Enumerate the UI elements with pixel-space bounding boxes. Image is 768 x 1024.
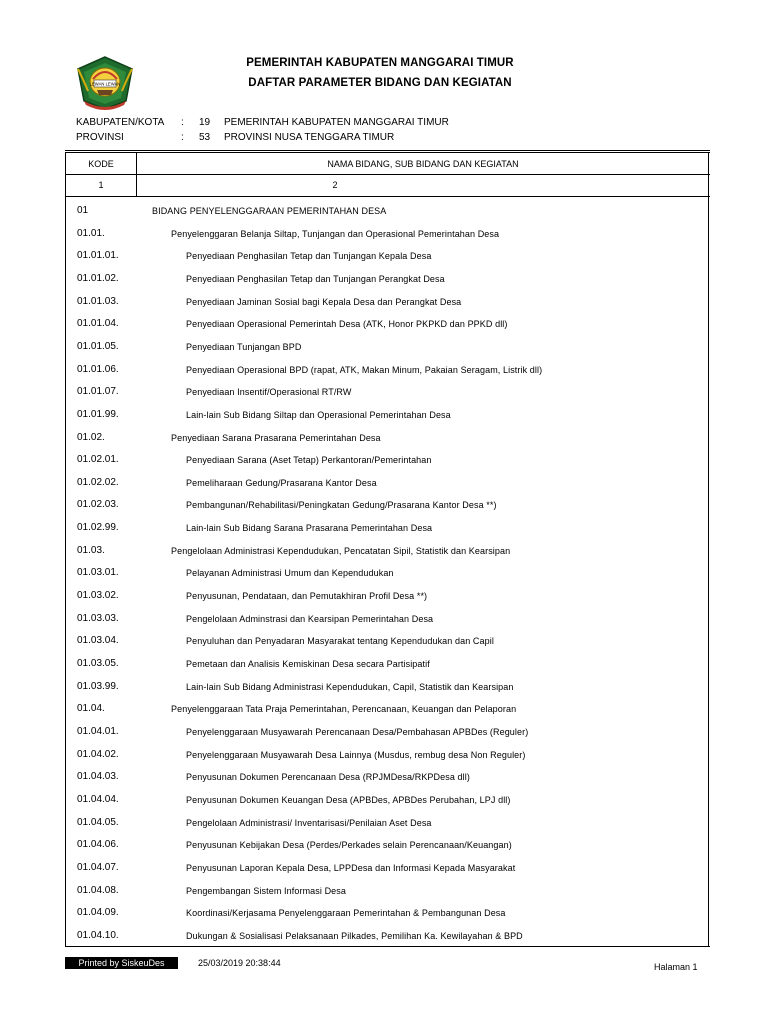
row-code: 01.01.04.: [77, 318, 119, 329]
provinsi-colon: :: [181, 132, 184, 143]
row-name: Penyuluhan dan Penyadaran Masyarakat tentang Kependudukan dan Capil: [186, 636, 494, 646]
row-code: 01.04.08.: [77, 885, 119, 896]
row-name: Penyediaan Insentif/Operasional RT/RW: [186, 387, 352, 397]
row-code: 01.03.: [77, 545, 105, 556]
row-name: Penyediaan Operasional BPD (rapat, ATK, Makan Minum, Pakaian Seragam, Listrik dll): [186, 365, 543, 375]
row-name: Penyelenggaraan Musyawarah Perencanaan Desa/Pembahasan APBDes (Reguler): [186, 727, 529, 737]
row-code: 01.03.04.: [77, 635, 119, 646]
row-code: 01.04.03.: [77, 771, 119, 782]
column-number-2: 2: [332, 180, 338, 190]
document-title-line2: DAFTAR PARAMETER BIDANG DAN KEGIATAN: [248, 77, 512, 89]
row-code: 01.03.02.: [77, 590, 119, 601]
kabupaten-label: KABUPATEN/KOTA: [76, 117, 165, 128]
row-name: Penyelenggaraan Musyawarah Desa Lainnya (Musdus, rembug desa Non Reguler): [186, 750, 526, 760]
row-code: 01.02.02.: [77, 477, 119, 488]
row-code: 01.03.01.: [77, 567, 119, 578]
row-code: 01.03.03.: [77, 613, 119, 624]
provinsi-code: 53: [199, 132, 211, 143]
row-code: 01.04.07.: [77, 862, 119, 873]
row-code: 01.04.10.: [77, 930, 119, 941]
row-code: 01.02.03.: [77, 499, 119, 510]
row-name: Penyediaan Operasional Pemerintah Desa (ATK, Honor PKPKD dan PPKD dll): [186, 319, 508, 329]
table-header-divider: [65, 174, 710, 175]
row-code: 01.02.99.: [77, 522, 119, 533]
row-name: Penyelenggaran Belanja Siltap, Tunjangan dan Operasional Pemerintahan Desa: [171, 229, 500, 239]
column-header-nama: NAMA BIDANG, SUB BIDANG DAN KEGIATAN: [327, 159, 519, 169]
row-name: Penyediaan Sarana (Aset Tetap) Perkantoran/Pemerintahan: [186, 455, 432, 465]
row-name: Penyusunan, Pendataan, dan Pemutakhiran Profil Desa **): [186, 591, 428, 601]
row-code: 01.01.99.: [77, 409, 119, 420]
row-name: Pemeliharaan Gedung/Prasarana Kantor Desa: [186, 478, 377, 488]
svg-text:LEWAN LEWAN: LEWAN LEWAN: [89, 81, 121, 87]
row-name: Penyediaan Jaminan Sosial bagi Kepala Desa dan Perangkat Desa: [186, 297, 462, 307]
kabupaten-value: PEMERINTAH KABUPATEN MANGGARAI TIMUR: [224, 117, 449, 128]
row-name: Penyediaan Sarana Prasarana Pemerintahan Desa: [171, 433, 381, 443]
row-name: Penyusunan Dokumen Keuangan Desa (APBDes, APBDes Perubahan, LPJ dll): [186, 795, 511, 805]
row-name: Penyediaan Penghasilan Tetap dan Tunjangan Perangkat Desa: [186, 274, 445, 284]
row-name: Lain-lain Sub Bidang Siltap dan Operasional Pemerintahan Desa: [186, 410, 451, 420]
document-title-line1: PEMERINTAH KABUPATEN MANGGARAI TIMUR: [246, 57, 514, 69]
row-code: 01.04.05.: [77, 817, 119, 828]
row-code: 01.04.02.: [77, 749, 119, 760]
row-code: 01.04.06.: [77, 839, 119, 850]
row-code: 01: [77, 205, 89, 216]
row-code: 01.01.07.: [77, 386, 119, 397]
row-code: 01.01.02.: [77, 273, 119, 284]
row-code: 01.01.: [77, 228, 105, 239]
row-name: Penyusunan Kebijakan Desa (Perdes/Perkades selain Perencanaan/Keuangan): [186, 840, 512, 850]
row-name: Penyediaan Penghasilan Tetap dan Tunjangan Kepala Desa: [186, 251, 432, 261]
row-code: 01.03.05.: [77, 658, 119, 669]
row-code: 01.04.01.: [77, 726, 119, 737]
row-name: Pengembangan Sistem Informasi Desa: [186, 886, 346, 896]
row-code: 01.04.: [77, 703, 105, 714]
provinsi-value: PROVINSI NUSA TENGGARA TIMUR: [224, 132, 395, 143]
row-name: Pembangunan/Rehabilitasi/Peningkatan Gedung/Prasarana Kantor Desa **): [186, 500, 497, 510]
row-code: 01.01.05.: [77, 341, 119, 352]
printed-by-badge: Printed by SiskeuDes: [65, 957, 178, 969]
table-top-border: [65, 150, 710, 151]
row-name: Penyusunan Laporan Kepala Desa, LPPDesa dan Informasi Kepada Masyarakat: [186, 863, 516, 873]
row-code: 01.01.01.: [77, 250, 119, 261]
table-top-border-inner: [65, 152, 710, 153]
row-name: Pengelolaan Administrasi/ Inventarisasi/Penilaian Aset Desa: [186, 818, 432, 828]
provinsi-label: PROVINSI: [76, 132, 124, 143]
column-header-kode: KODE: [88, 159, 114, 169]
row-name: Lain-lain Sub Bidang Sarana Prasarana Pemerintahan Desa: [186, 523, 433, 533]
row-name: Dukungan & Sosialisasi Pelaksanaan Pilkades, Pemilihan Ka. Kewilayahan & BPD: [186, 931, 523, 941]
row-name: BIDANG PENYELENGGARAAN PEMERINTAHAN DESA: [152, 206, 387, 216]
row-name: Penyusunan Dokumen Perencanaan Desa (RPJMDesa/RKPDesa dll): [186, 772, 470, 782]
column-number-1: 1: [98, 180, 104, 190]
row-name: Pemetaan dan Analisis Kemiskinan Desa secara Partisipatif: [186, 659, 430, 669]
row-code: 01.03.99.: [77, 681, 119, 692]
row-name: Penyelenggaraan Tata Praja Pemerintahan, Perencanaan, Keuangan dan Pelaporan: [171, 704, 517, 714]
row-code: 01.01.03.: [77, 296, 119, 307]
regional-coat-of-arms-icon: [74, 55, 136, 111]
table-bottom-border: [65, 946, 710, 947]
row-code: 01.04.09.: [77, 907, 119, 918]
print-timestamp: 25/03/2019 20:38:44: [198, 958, 281, 968]
row-code: 01.02.01.: [77, 454, 119, 465]
row-code: 01.02.: [77, 432, 105, 443]
row-name: Pengelolaan Adminstrasi dan Kearsipan Pemerintahan Desa: [186, 614, 434, 624]
row-name: Penyediaan Tunjangan BPD: [186, 342, 302, 352]
row-code: 01.01.06.: [77, 364, 119, 375]
table-numbering-divider: [65, 196, 710, 197]
kabupaten-code: 19: [199, 117, 211, 128]
row-code: 01.04.04.: [77, 794, 119, 805]
row-name: Pengelolaan Administrasi Kependudukan, Pencatatan Sipil, Statistik dan Kearsipan: [171, 546, 511, 556]
kabupaten-colon: :: [181, 117, 184, 128]
row-name: Lain-lain Sub Bidang Administrasi Kependudukan, Capil, Statistik dan Kearsipan: [186, 682, 514, 692]
page-number: Halaman 1: [654, 962, 698, 972]
row-name: Pelayanan Administrasi Umum dan Kependudukan: [186, 568, 394, 578]
row-name: Koordinasi/Kerjasama Penyelenggaraan Pemerintahan & Pembangunan Desa: [186, 908, 506, 918]
